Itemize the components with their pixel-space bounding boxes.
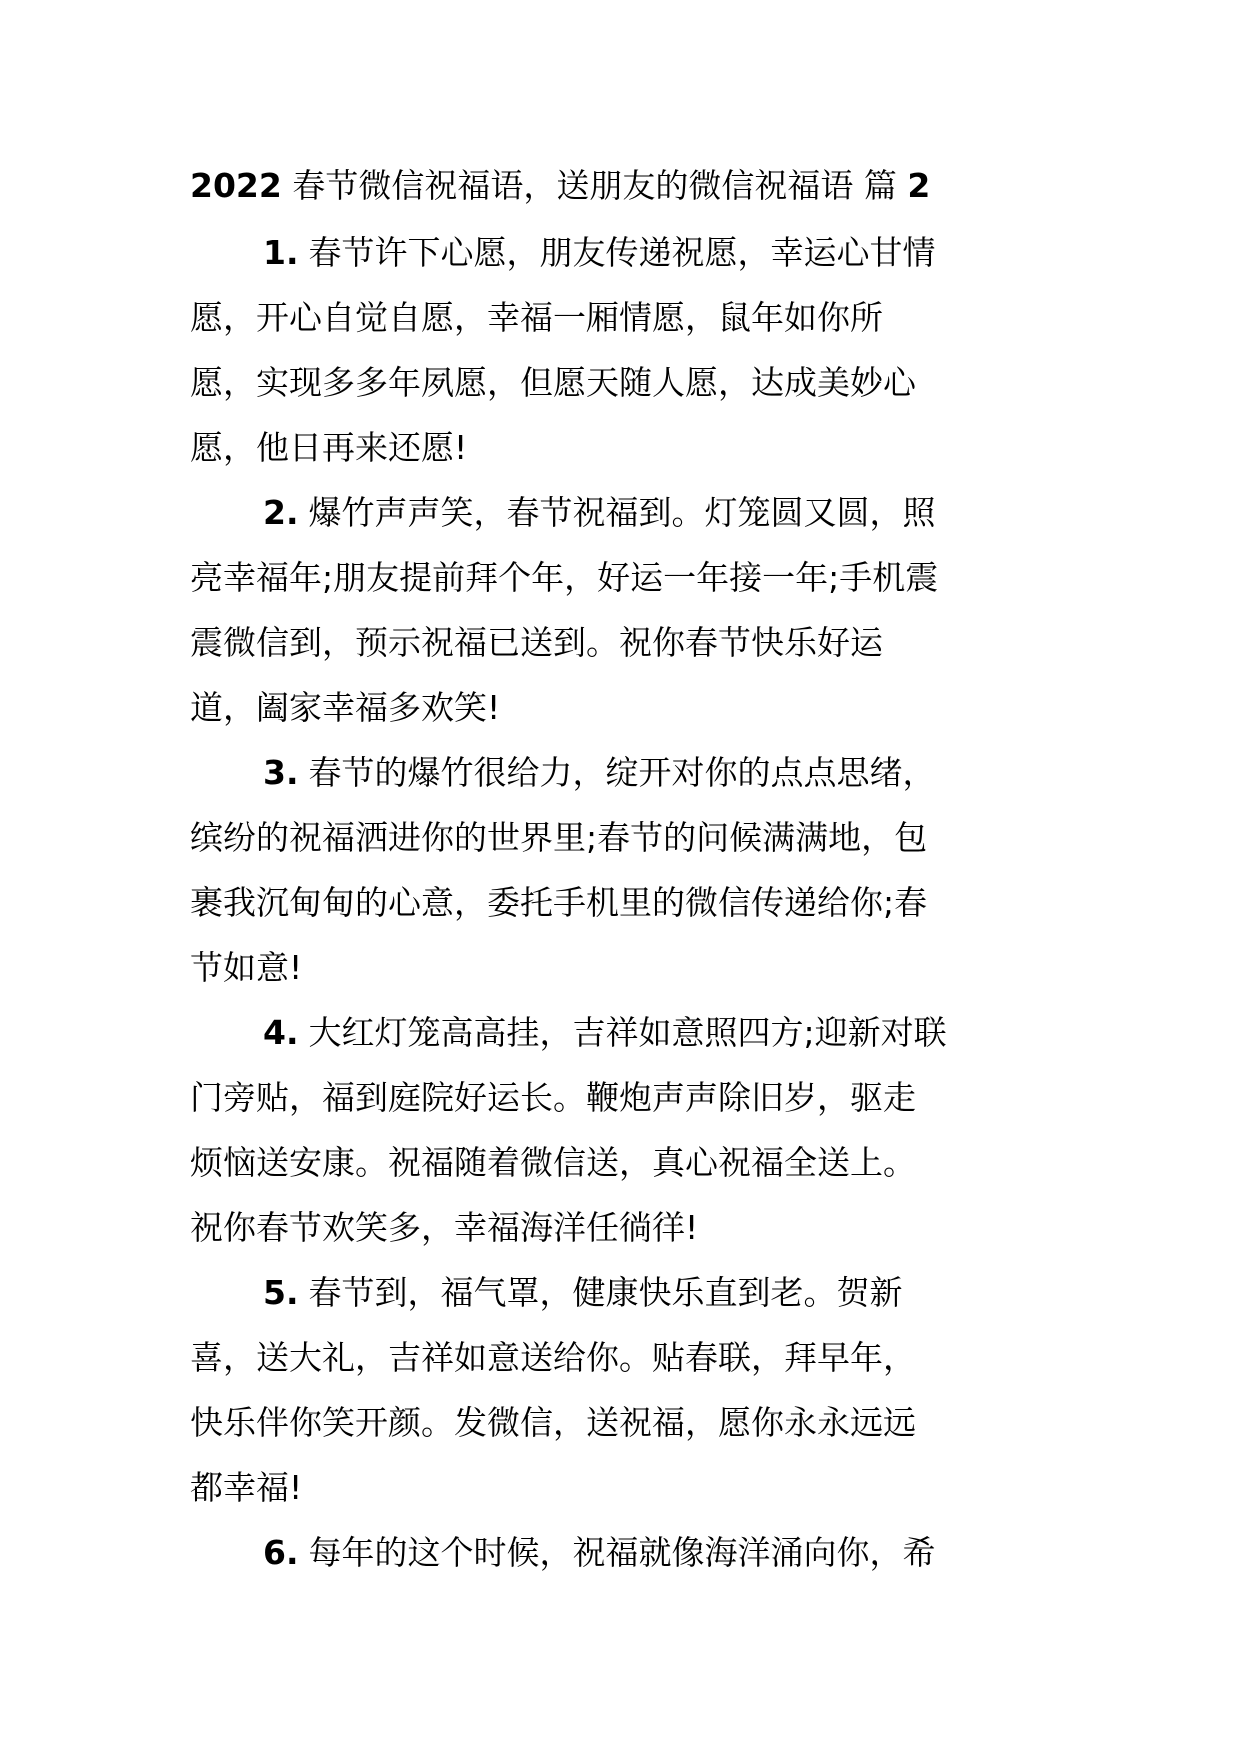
greeting-list: [190, 220, 1045, 1585]
greeting-text: 每年的这个时候，祝福就像海洋涌向你，希: [308, 1533, 936, 1572]
greeting-line: 道，阖家幸福多欢笑!: [190, 688, 501, 727]
greeting-text: 大红灯笼高高挂，吉祥如意照四方;迎新对联: [308, 1013, 947, 1052]
greeting-line: [190, 1260, 1045, 1325]
greeting-line: 愿，开心自觉自愿，幸福一厢情愿，鼠年如你所: [190, 298, 883, 337]
title-suffix-number: 2: [907, 166, 931, 205]
greeting-line: 缤纷的祝福洒进你的世界里;春节的问候满满地，包: [190, 818, 928, 857]
greeting-item-3: [190, 740, 1045, 1000]
greeting-item-2: [190, 480, 1045, 740]
greeting-line: [190, 480, 1045, 545]
greeting-line: 亮幸福年;朋友提前拜个年，好运一年接一年;手机震: [190, 558, 939, 597]
greeting-text: 春节的爆竹很给力，绽开对你的点点思绪，: [308, 753, 936, 792]
greeting-line: 烦恼送安康。祝福随着微信送，真心祝福全送上。: [190, 1143, 916, 1182]
greeting-number: 3.: [263, 753, 299, 792]
greeting-line: 愿，他日再来还愿!: [190, 428, 468, 467]
title-suffix-label: 篇: [863, 166, 897, 205]
greeting-text: 爆竹声声笑，春节祝福到。灯笼圆又圆，照: [308, 493, 936, 532]
greeting-line: 祝你春节欢笑多，幸福海洋任徜徉!: [190, 1208, 699, 1247]
greeting-line: [190, 1000, 1045, 1065]
document-title: [190, 160, 1045, 212]
greeting-number: 2.: [263, 493, 299, 532]
greeting-text: 春节许下心愿，朋友传递祝愿，幸运心甘情: [308, 233, 936, 272]
greeting-item-6: [190, 1520, 1045, 1585]
greeting-item-4: [190, 1000, 1045, 1260]
greeting-line: 门旁贴，福到庭院好运长。鞭炮声声除旧岁，驱走: [190, 1078, 916, 1117]
greeting-line: 喜，送大礼，吉祥如意送给你。贴春联，拜早年，: [190, 1338, 916, 1377]
greeting-line: 裹我沉甸甸的心意，委托手机里的微信传递给你;春: [190, 883, 928, 922]
greeting-line: 愿，实现多多年夙愿，但愿天随人愿，达成美妙心: [190, 363, 916, 402]
greeting-text: 春节到，福气罩，健康快乐直到老。贺新: [308, 1273, 903, 1312]
greeting-number: 1.: [263, 233, 299, 272]
greeting-line: 节如意!: [190, 948, 303, 987]
title-text: 春节微信祝福语，送朋友的微信祝福语: [292, 166, 854, 205]
greeting-number: 5.: [263, 1273, 299, 1312]
title-year: 2022: [190, 166, 282, 205]
greeting-line: 震微信到，预示祝福已送到。祝你春节快乐好运: [190, 623, 883, 662]
greeting-line: 都幸福!: [190, 1468, 303, 1507]
greeting-number: 4.: [263, 1013, 299, 1052]
greeting-line: [190, 740, 1045, 805]
greeting-item-5: [190, 1260, 1045, 1520]
greeting-line: 快乐伴你笑开颜。发微信，送祝福，愿你永永远远: [190, 1403, 916, 1442]
document-body: [190, 160, 1045, 1585]
greeting-item-1: [190, 220, 1045, 480]
greeting-line: [190, 220, 1045, 285]
greeting-number: 6.: [263, 1533, 299, 1572]
greeting-line: [190, 1520, 1045, 1585]
